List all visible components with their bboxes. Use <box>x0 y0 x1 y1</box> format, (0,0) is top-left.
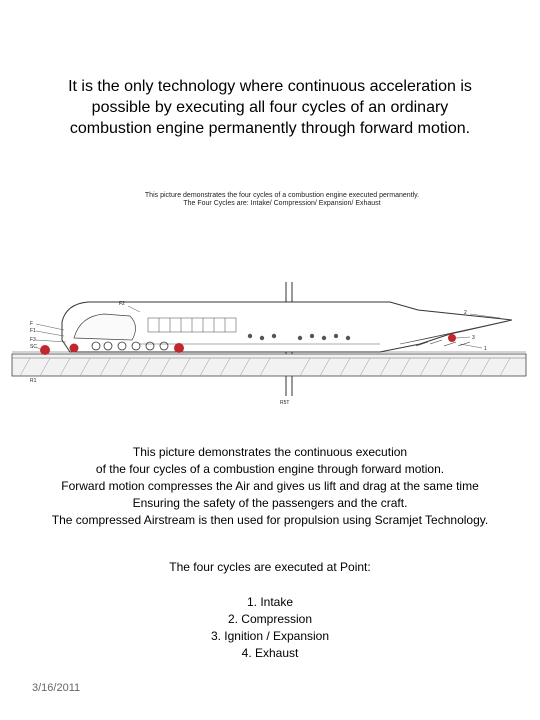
cycles-list <box>10 594 530 662</box>
callout-label: F <box>30 321 34 327</box>
cycle-item: 2. Compression <box>227 612 313 626</box>
callout-label: F2 <box>119 301 125 307</box>
callout-label: SC <box>30 344 37 350</box>
callout-label: R5T <box>280 400 290 406</box>
headline-line: combustion engine permanently through forward motion. <box>69 120 471 137</box>
callout-label: 3 <box>472 335 475 341</box>
cycle-item: 1. Intake <box>246 595 294 609</box>
callout-label: 1 <box>484 346 487 352</box>
callout-label: F3 <box>30 337 36 343</box>
description-line: This picture demonstrates the continuous execution <box>132 445 408 459</box>
slide-date: 3/16/2011 <box>32 682 81 694</box>
track <box>12 352 526 376</box>
description <box>10 444 530 529</box>
cycle-item: 3. Ignition / Expansion <box>210 629 330 643</box>
cycles-heading: The four cycles are executed at Point: <box>169 560 371 574</box>
callout-label: 2 <box>464 310 467 316</box>
headline-line: It is the only technology where continuous acceleration is <box>68 78 472 95</box>
diagram-caption: The Four Cycles are: Intake/ Compression/ Expansion/ Exhaust <box>183 200 381 207</box>
cycle-item: 4. Exhaust <box>241 646 299 660</box>
description-line: The compressed Airstream is then used for propulsion using Scramjet Technology. <box>51 513 489 527</box>
description-line: of the four cycles of a combustion engine through forward motion. <box>95 462 445 476</box>
description-line: Forward motion compresses the Air and gives us lift and drag at the same time <box>61 479 479 493</box>
diagram-caption: This picture demonstrates the four cycles of a combustion engine executed permanently. <box>144 192 420 199</box>
headline <box>20 76 520 139</box>
description-line: Ensuring the safety of the passengers and the craft. <box>132 496 408 510</box>
headline-line: possible by executing all four cycles of an ordinary <box>91 99 449 116</box>
callout-label: F1 <box>30 328 36 334</box>
callout-label: R1 <box>30 378 37 384</box>
craft-diagram <box>0 186 540 408</box>
